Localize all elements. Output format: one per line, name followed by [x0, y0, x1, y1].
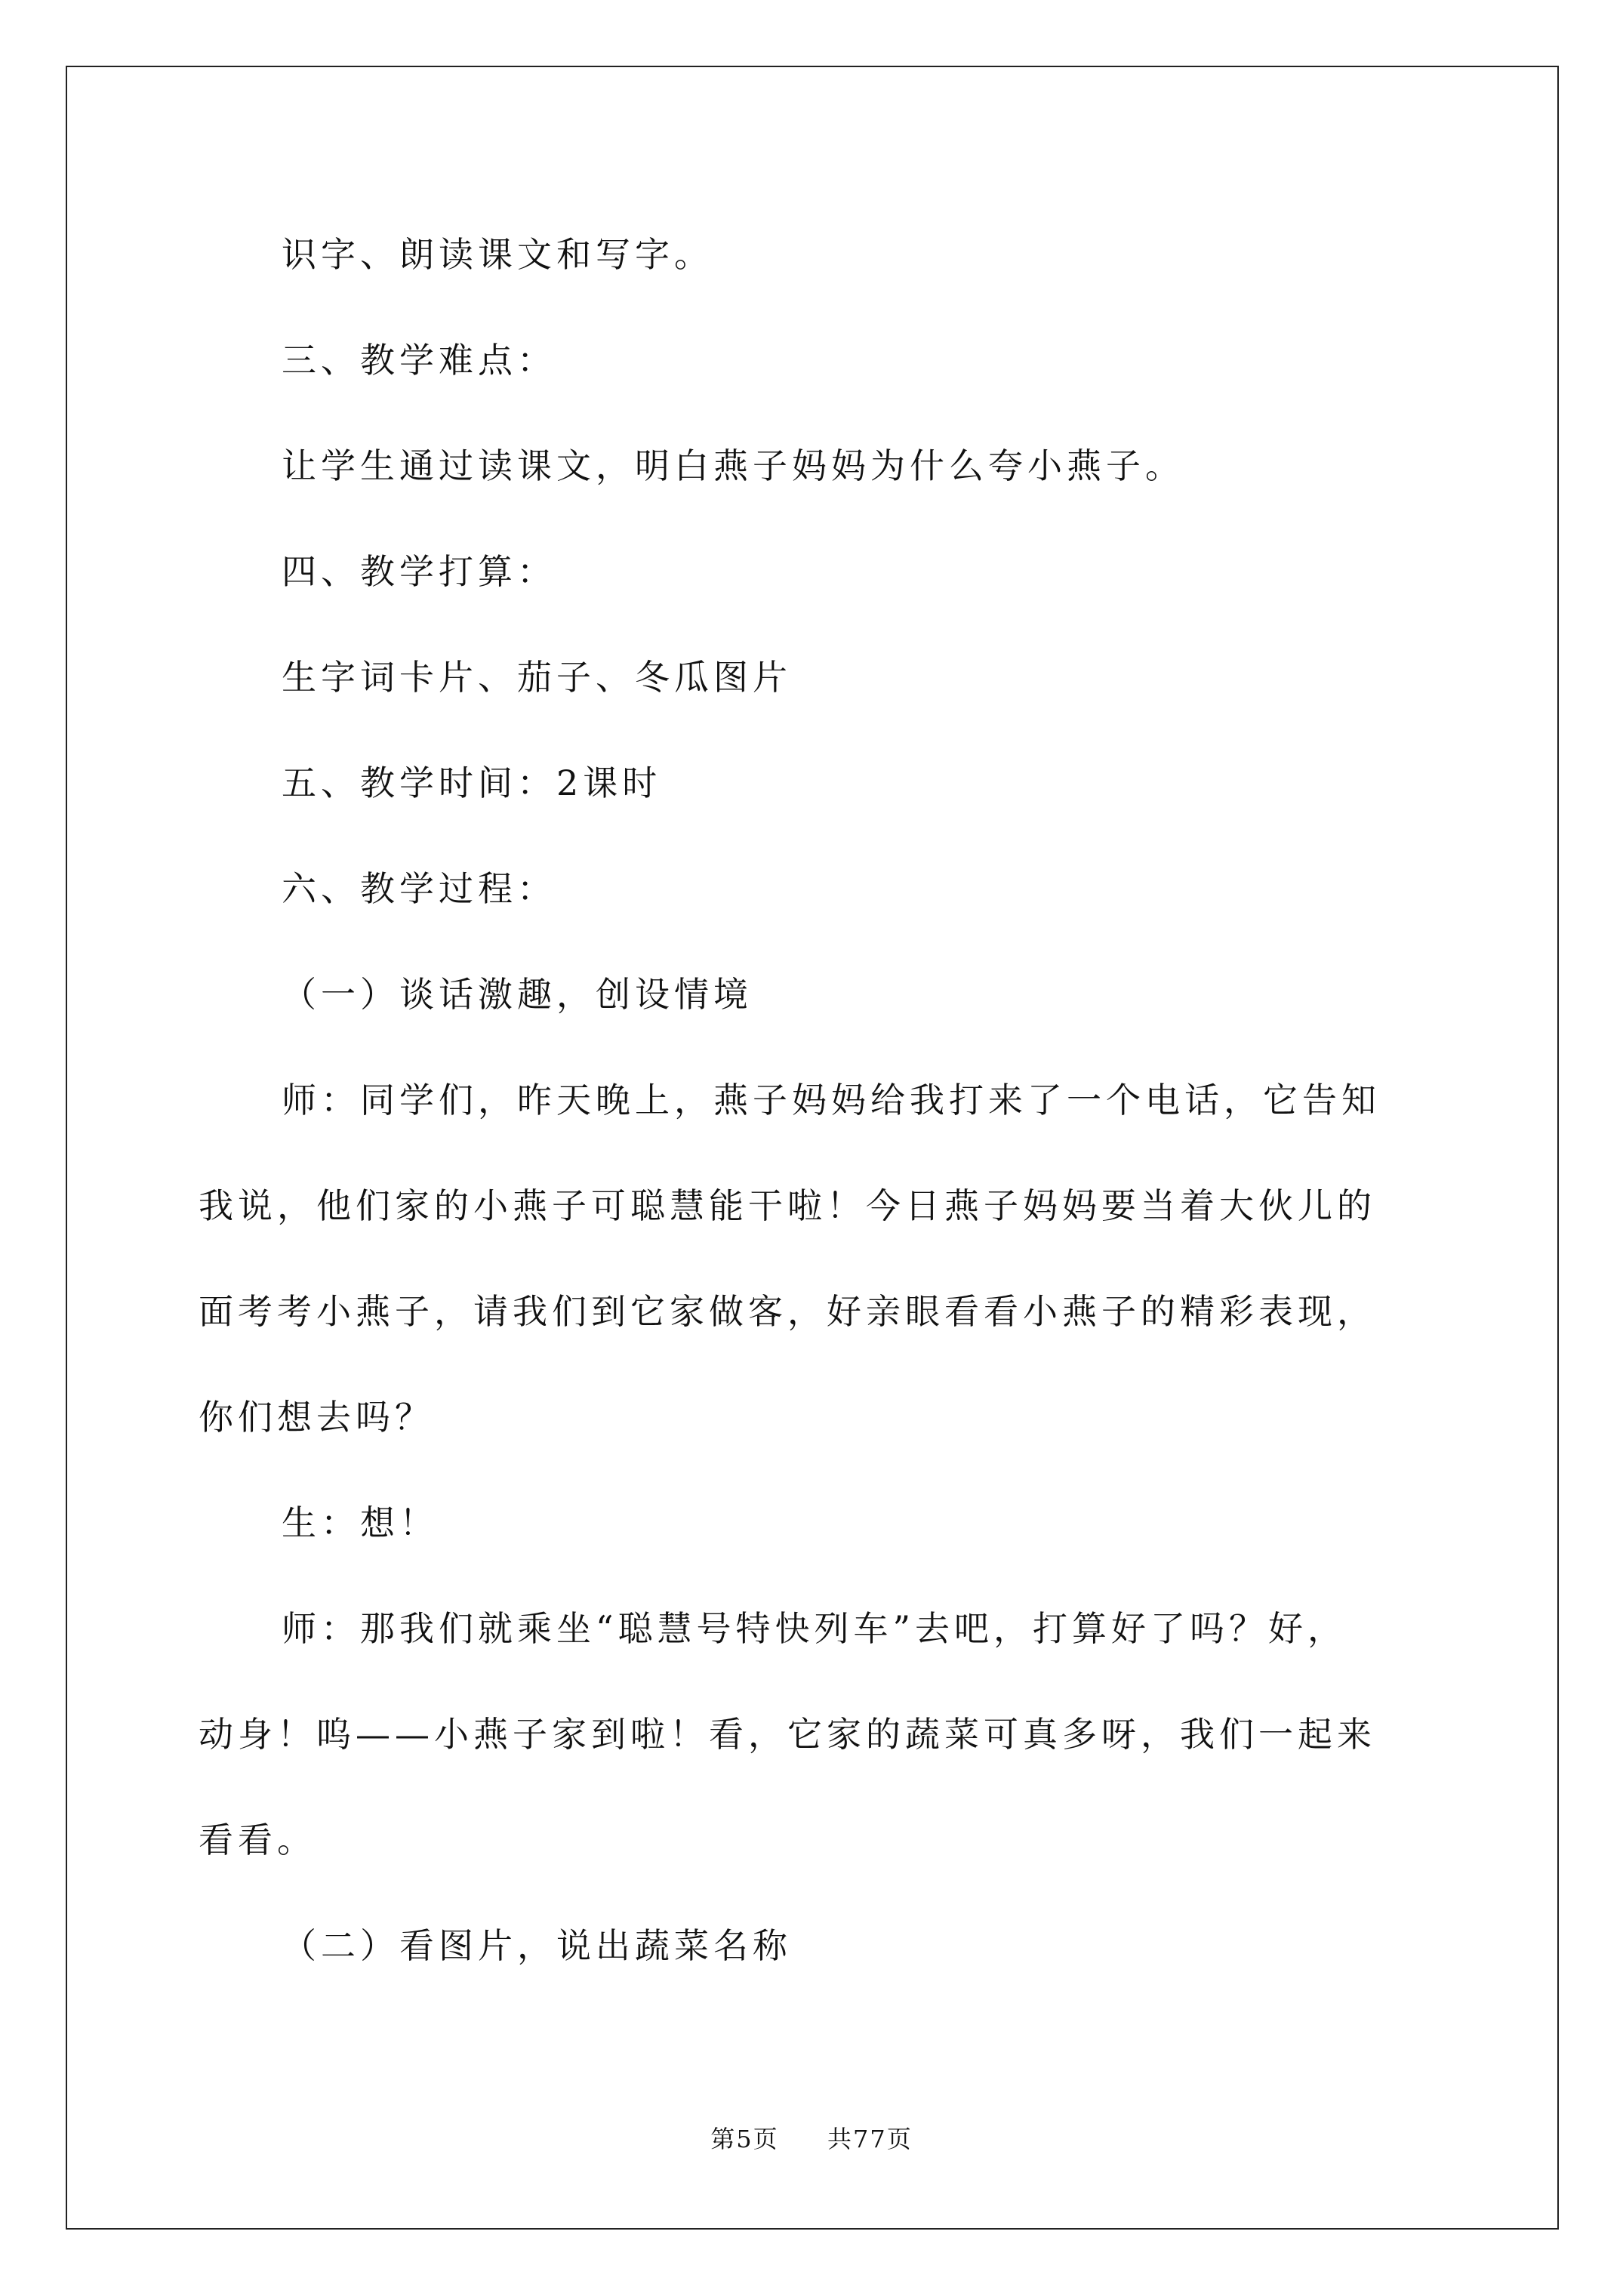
section-heading: 五、教学时间：2课时 [282, 763, 662, 803]
text-line: 看看。 [199, 1820, 316, 1860]
page-footer [0, 2120, 1623, 2155]
section-heading: 三、教学难点： [282, 340, 556, 381]
text-line: 面考考小燕子，请我们到它家做客，好亲眼看看小燕子的精彩表现， [199, 1291, 1376, 1332]
text-line: 我说，他们家的小燕子可聪慧能干啦！今日燕子妈妈要当着大伙儿的 [199, 1185, 1376, 1226]
text-line: 让学生通过读课文，明白燕子妈妈为什么夸小燕子。 [282, 445, 1184, 486]
text-line: 生字词卡片、茄子、冬瓜图片 [282, 657, 792, 698]
text-line: 生：想！ [282, 1502, 439, 1543]
page-total: 共77页 [827, 2125, 913, 2153]
text-line: 师：同学们，昨天晚上，燕子妈妈给我打来了一个电话，它告知 [282, 1080, 1381, 1120]
text-line: 师：那我们就乘坐“聪慧号特快列车”去吧，打算好了吗？好， [282, 1608, 1347, 1649]
text-line: 你们想去吗？ [199, 1397, 434, 1438]
subsection-heading: （一）谈话激趣，创设情境 [282, 974, 753, 1015]
section-heading: 六、教学过程： [282, 868, 556, 909]
section-heading: 四、教学打算： [282, 551, 556, 592]
subsection-heading: （二）看图片，说出蔬菜名称 [282, 1925, 792, 1966]
text-line: 动身！呜——小燕子家到啦！看，它家的蔬菜可真多呀，我们一起来 [199, 1714, 1376, 1755]
page-number: 第5页 [710, 2125, 779, 2153]
text-line: 识字、朗读课文和写字。 [282, 234, 713, 275]
